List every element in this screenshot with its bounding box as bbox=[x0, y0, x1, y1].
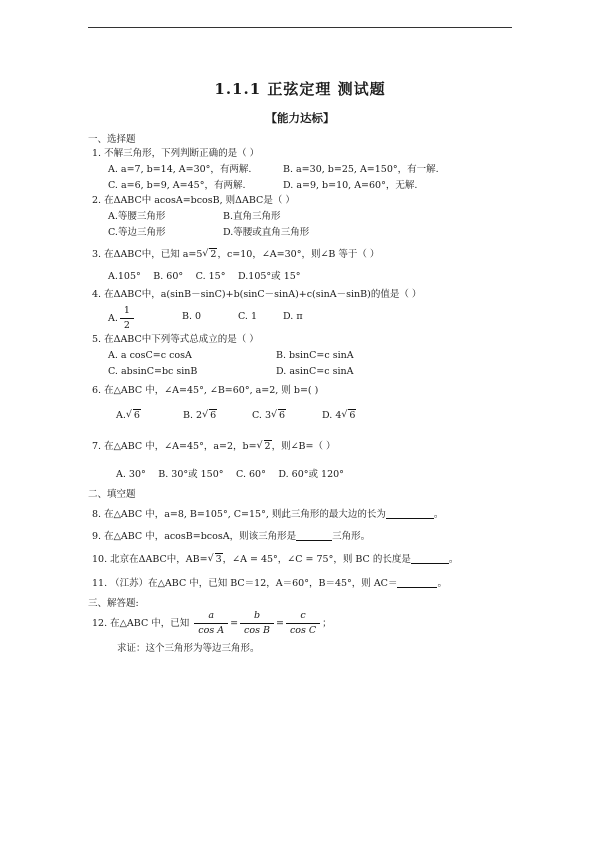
q4-option-b: B. 0 bbox=[182, 311, 202, 322]
sqrt-symbol bbox=[202, 249, 217, 261]
q4-stem: 4. 在ΔABC中，a(sinB－sinC)+b(sinC－sinA)+c(sinA－sinB)的值是（ ） bbox=[92, 289, 422, 300]
q12-f1-num: a bbox=[194, 609, 228, 624]
q12-line bbox=[92, 609, 332, 638]
q5-option-a: A. a cosC=c cosA bbox=[108, 350, 192, 361]
q9-answer-blank[interactable] bbox=[296, 530, 332, 541]
q3-options: A.105° B. 60° C. 15° D.105°或 15° bbox=[108, 271, 301, 282]
q12-f1-den: cos A bbox=[198, 625, 225, 636]
q12-f3-den: cos C bbox=[289, 625, 317, 636]
q4-fraction-num: 1 bbox=[120, 304, 134, 319]
q1-option-c: C. a=6, b=9, A=45°，有两解. bbox=[108, 180, 246, 191]
q12-equals: = bbox=[275, 618, 284, 629]
q7-stem-start: 7. 在△ABC 中，∠A=45°，a=2，b= bbox=[92, 441, 257, 452]
q4-option-c: C. 1 bbox=[238, 311, 258, 322]
q6-d-radicand: 6 bbox=[349, 410, 356, 421]
q6-option-c bbox=[252, 410, 286, 422]
q6-a-label: A. bbox=[116, 410, 126, 421]
q3-stem-start: 3. 在ΔABC中，已知 a=5 bbox=[92, 249, 203, 260]
q5-stem: 5. 在ΔABC中下列等式总成立的是（ ） bbox=[92, 334, 259, 345]
q8-text: 8. 在△ABC 中，a=8, B=105°, C=15°, 则此三角形的最大边的长为 bbox=[92, 509, 386, 520]
q1-option-d: D. a=9, b=10, A=60°，无解. bbox=[283, 180, 418, 191]
q8-end: 。 bbox=[433, 509, 444, 520]
q12-f2-den: cos B bbox=[244, 625, 270, 636]
top-rule bbox=[88, 27, 512, 28]
q6-option-d bbox=[322, 410, 356, 422]
q4-fraction bbox=[120, 304, 134, 333]
q2-option-a: A.等腰三角形 bbox=[108, 211, 166, 222]
q3-stem bbox=[92, 249, 379, 261]
q11-answer-blank[interactable] bbox=[397, 577, 437, 588]
q12-f2-num: b bbox=[240, 609, 274, 624]
q6-option-b bbox=[183, 410, 217, 422]
q4-option-d: D. π bbox=[283, 311, 303, 322]
q6-option-a bbox=[116, 410, 141, 422]
q10-radicand: 3 bbox=[215, 554, 222, 565]
q11-text: 11. （江苏）在△ABC 中，已知 BC＝12，A＝60°，B＝45°，则 AC＝ bbox=[92, 578, 398, 589]
q6-stem: 6. 在△ABC 中，∠A=45°, ∠B=60°, a=2, 则 b=( ) bbox=[92, 385, 319, 396]
section-fill: 二、填空题 bbox=[88, 489, 136, 500]
q12-fraction-a bbox=[194, 609, 228, 638]
q4-option-a bbox=[108, 304, 136, 333]
q6-a-radicand: 6 bbox=[133, 410, 140, 421]
q10-text-start: 10. 北京在ΔABC中，AB= bbox=[92, 554, 208, 565]
q12-tail: ； bbox=[322, 618, 332, 629]
q6-c-radicand: 6 bbox=[279, 410, 286, 421]
q10-text-end: ，∠A = 45°，∠C = 75°，则 BC 的长度是 bbox=[222, 554, 411, 565]
q1-option-a: A. a=7, b=14, A=30°，有两解. bbox=[108, 164, 252, 175]
q12-equals: = bbox=[230, 618, 239, 629]
q12-f3-num: c bbox=[286, 609, 320, 624]
q12-fraction-c bbox=[286, 609, 320, 638]
sqrt-symbol bbox=[257, 441, 272, 453]
q3-radicand: 2 bbox=[210, 249, 217, 260]
q6-b-label: B. 2 bbox=[183, 410, 203, 421]
sqrt-symbol bbox=[202, 410, 217, 422]
q6-d-label: D. 4 bbox=[322, 410, 342, 421]
q5-option-c: C. absinC=bc sinB bbox=[108, 366, 198, 377]
sqrt-symbol bbox=[271, 410, 286, 422]
q7-options: A. 30° B. 30°或 150° C. 60° D. 60°或 120° bbox=[116, 469, 344, 480]
q10-line bbox=[92, 553, 458, 566]
q6-b-radicand: 6 bbox=[210, 410, 217, 421]
q1-stem: 1. 不解三角形，下列判断正确的是（ ） bbox=[92, 148, 260, 159]
q2-option-c: C.等边三角形 bbox=[108, 227, 166, 238]
q12-proof: 求证：这个三角形为等边三角形。 bbox=[117, 643, 260, 654]
q11-end: 。 bbox=[437, 578, 447, 589]
q7-stem bbox=[92, 441, 336, 453]
page-title: 1.1.1 正弦定理 测试题 bbox=[214, 80, 386, 98]
q12-fraction-b bbox=[240, 609, 274, 638]
q4-fraction-den: 2 bbox=[123, 320, 130, 331]
q12-lead: 12. 在△ABC 中，已知 bbox=[92, 618, 190, 629]
q7-radicand: 2 bbox=[264, 441, 271, 452]
sqrt-symbol bbox=[341, 410, 356, 422]
q10-answer-blank[interactable] bbox=[411, 553, 449, 564]
q4-option-a-label: A. bbox=[108, 313, 118, 324]
q2-stem: 2. 在ΔABC中 acosA=bcosB, 则ΔABC是（ ） bbox=[92, 195, 295, 206]
q9-end: 三角形。 bbox=[332, 531, 371, 542]
q8-answer-blank[interactable] bbox=[386, 508, 434, 519]
q5-option-d: D. asinC=c sinA bbox=[276, 366, 354, 377]
sqrt-symbol bbox=[126, 410, 141, 422]
q3-stem-end: ，c=10，∠A=30°，则∠B 等于（ ） bbox=[217, 249, 380, 260]
q6-c-label: C. 3 bbox=[252, 410, 272, 421]
q11-line bbox=[92, 577, 447, 590]
page-subtitle: 【能力达标】 bbox=[265, 111, 335, 125]
section-solve: 三、解答题: bbox=[88, 598, 139, 609]
q10-end: 。 bbox=[448, 554, 459, 565]
q2-option-d: D.等腰或直角三角形 bbox=[223, 227, 310, 238]
section-choice: 一、选择题 bbox=[88, 134, 136, 145]
q5-option-b: B. bsinC=c sinA bbox=[276, 350, 354, 361]
q1-option-b: B. a=30, b=25, A=150°，有一解. bbox=[283, 164, 439, 175]
sqrt-symbol bbox=[208, 554, 223, 566]
q2-option-b: B.直角三角形 bbox=[223, 211, 281, 222]
q9-text: 9. 在△ABC 中，acosB=bcosA，则该三角形是 bbox=[92, 531, 297, 542]
q8-line bbox=[92, 508, 443, 521]
q9-line bbox=[92, 530, 370, 543]
q7-stem-end: ，则∠B=（ ） bbox=[271, 441, 336, 452]
